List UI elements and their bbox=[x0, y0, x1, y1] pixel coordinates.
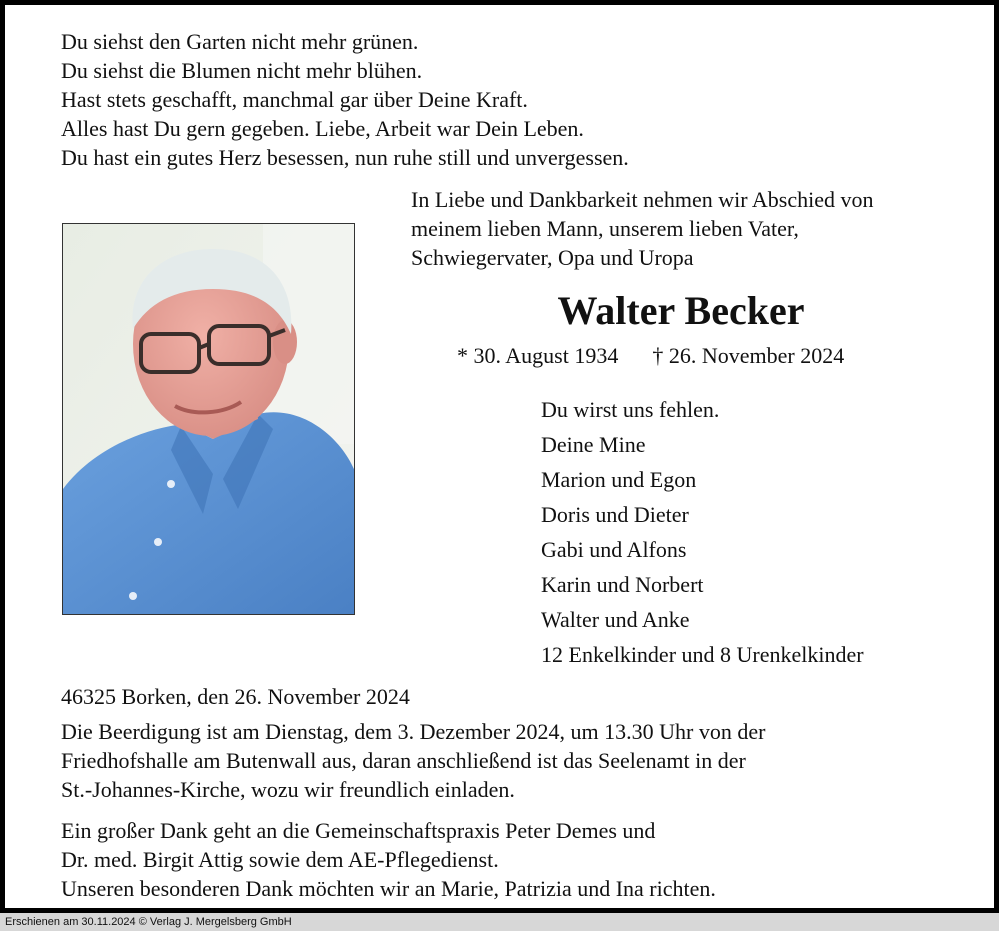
farewell-intro bbox=[411, 185, 873, 272]
family-line: Doris und Dieter bbox=[541, 502, 689, 527]
family-line: Karin und Norbert bbox=[541, 572, 704, 597]
family-line: Gabi und Alfons bbox=[541, 537, 687, 562]
thanks-notice bbox=[61, 816, 716, 903]
life-dates bbox=[457, 341, 844, 370]
thanks-line: Unseren besonderen Dank möchten wir an Marie, Patrizia und Ina richten. bbox=[61, 876, 716, 901]
funeral-notice bbox=[61, 717, 765, 804]
poem-line: Du siehst die Blumen nicht mehr blühen. bbox=[61, 58, 423, 83]
intro-line: In Liebe und Dankbarkeit nehmen wir Abschied von bbox=[411, 187, 874, 212]
poem-line: Hast stets geschafft, manchmal gar über Deine Kraft. bbox=[61, 87, 528, 112]
portrait-photo bbox=[62, 223, 355, 615]
birth-date: * 30. August 1934 bbox=[457, 343, 619, 368]
poem-line: Du hast ein gutes Herz besessen, nun ruhe still und unvergessen. bbox=[61, 145, 629, 170]
thanks-line: Dr. med. Birgit Attig sowie dem AE-Pflegedienst. bbox=[61, 847, 499, 872]
family-line: Deine Mine bbox=[541, 432, 646, 457]
family-line: Marion und Egon bbox=[541, 467, 697, 492]
family-line: Walter und Anke bbox=[541, 607, 690, 632]
funeral-line: Friedhofshalle am Butenwall aus, daran anschließend ist das Seelenamt in der bbox=[61, 748, 746, 773]
deceased-name: Walter Becker bbox=[557, 288, 805, 333]
family-line: Du wirst uns fehlen. bbox=[541, 397, 720, 422]
funeral-line: Die Beerdigung ist am Dienstag, dem 3. Dezember 2024, um 13.30 Uhr von der bbox=[61, 719, 766, 744]
place-date: 46325 Borken, den 26. November 2024 bbox=[61, 684, 410, 709]
intro-line: Schwiegervater, Opa und Uropa bbox=[411, 245, 694, 270]
family-list bbox=[541, 392, 864, 672]
publication-footer: Erschienen am 30.11.2024 © Verlag J. Mergelsberg GmbH bbox=[0, 913, 999, 931]
poem-line: Du siehst den Garten nicht mehr grünen. bbox=[61, 29, 419, 54]
poem bbox=[61, 27, 629, 172]
funeral-line: St.-Johannes-Kirche, wozu wir freundlich einladen. bbox=[61, 777, 515, 802]
intro-line: meinem lieben Mann, unserem lieben Vater, bbox=[411, 216, 799, 241]
thanks-line: Ein großer Dank geht an die Gemeinschaftspraxis Peter Demes und bbox=[61, 818, 656, 843]
poem-line: Alles hast Du gern gegeben. Liebe, Arbeit war Dein Leben. bbox=[61, 116, 584, 141]
portrait-photo-icon bbox=[63, 224, 355, 615]
family-line: 12 Enkelkinder und 8 Urenkelkinder bbox=[541, 642, 864, 667]
death-date: † 26. November 2024 bbox=[652, 343, 845, 368]
